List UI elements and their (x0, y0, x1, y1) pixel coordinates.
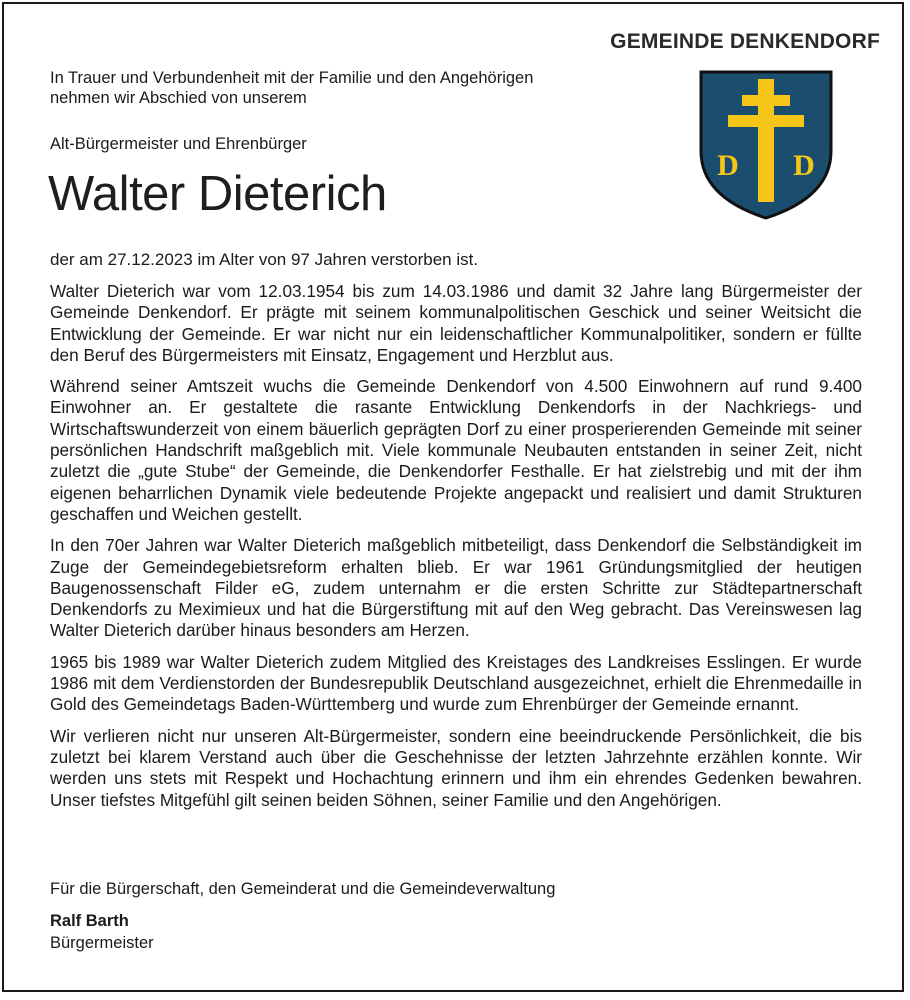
biography-paragraph: 1965 bis 1989 war Walter Dieterich zudem Mitglied des Kreistages des Landkreises Esslingen. Er wurde 1986 mit dem Verdienstorden der Bundesrepublik Deutschland ausgezeichnet, erhielt die Ehrenmedaille in Gold des Gemeindetags Baden-Württemberg und wurde zum Ehrenbürger der Gemeinde ernannt. (50, 651, 862, 715)
deceased-name: Walter Dieterich (48, 167, 387, 221)
intro-text (50, 68, 533, 108)
intro-line-1: In Trauer und Verbundenheit mit der Familie und den Angehörigen (50, 69, 534, 87)
closing-line: Für die Bürgerschaft, den Gemeinderat und die Gemeindeverwaltung (50, 880, 556, 898)
signer-name: Ralf Barth (50, 912, 129, 930)
biography-paragraph: In den 70er Jahren war Walter Dieterich maßgeblich mitbeteiligt, dass Denkendorf die Selbständigkeit im Zuge der Gemeindegebietsreform erhalten blieb. Er war 1961 Gründungsmitglied der heutigen Baugenossenschaft Filder eG, zudem unternahm er die ersten Schritte zur Städtepartnerschaft Denkendorfs zu Meximieux und hat die Bürgerstiftung mit auf den Weg gebracht. Das Vereinswesen lag Walter Dieterich darüber hinaus besonders am Herzen. (50, 535, 862, 641)
crest-letter-right: D (793, 149, 815, 182)
honorary-title: Alt-Bürgermeister und Ehrenbürger (50, 135, 307, 153)
biography-paragraph: Wir verlieren nicht nur unseren Alt-Bürgermeister, sondern eine beeindruckende Persönlichkeit, die bis zuletzt bei klarem Verstand auch über die Geschehnisse der letzten Jahrzehnte erzählen konnte. Wir werden uns stets mit Respekt und Hochachtung erinnern und ihm ein ehrendes Gedenken bewahren. Unser tiefstes Mitgefühl gilt seinen beiden Söhnen, seiner Familie und den Angehörigen. (50, 725, 862, 810)
biography (50, 281, 862, 821)
death-statement: der am 27.12.2023 im Alter von 97 Jahren verstorben ist. (50, 250, 479, 269)
intro-line-2: nehmen wir Abschied von unserem (50, 89, 307, 107)
coat-of-arms-icon (698, 69, 834, 221)
coat-of-arms-graphic (698, 69, 834, 221)
obituary-notice (2, 2, 904, 992)
signer-role: Bürgermeister (50, 934, 154, 952)
biography-paragraph: Walter Dieterich war vom 12.03.1954 bis zum 14.03.1986 und damit 32 Jahre lang Bürgermeister der Gemeinde Denkendorf. Er prägte mit seinem kommunalpolitischen Geschick und seiner Weitsicht die Entwicklung der Gemeinde. Er war nicht nur ein leidenschaftlicher Kommunalpolitiker, sondern er füllte den Beruf des Bürgermeisters mit Einsatz, Engagement und Herzblut aus. (50, 281, 862, 365)
municipality-name: GEMEINDE DENKENDORF (610, 30, 880, 53)
crest-letter-left: D (717, 149, 739, 182)
biography-paragraph: Während seiner Amtszeit wuchs die Gemeinde Denkendorf von 4.500 Einwohnern auf rund 9.400 Einwohner an. Er gestaltete die rasante Entwicklung Denkendorfs in der Nachkriegs- und Wirtschaftswunderzeit von einem bäuerlich geprägten Dorf zu einer prosperierenden Gemeinde mit seiner persönlichen Handschrift maßgeblich mit. Viele kommunale Neubauten entstanden in seiner Zeit, nicht zuletzt die „gute Stube“ der Gemeinde, die Denkendorfer Festhalle. Er hat zielstrebig und mit der ihm eigenen beharrlichen Dynamik viele bedeutende Projekte angepackt und realisiert und damit Strukturen geschaffen und Weichen gestellt. (50, 376, 862, 524)
